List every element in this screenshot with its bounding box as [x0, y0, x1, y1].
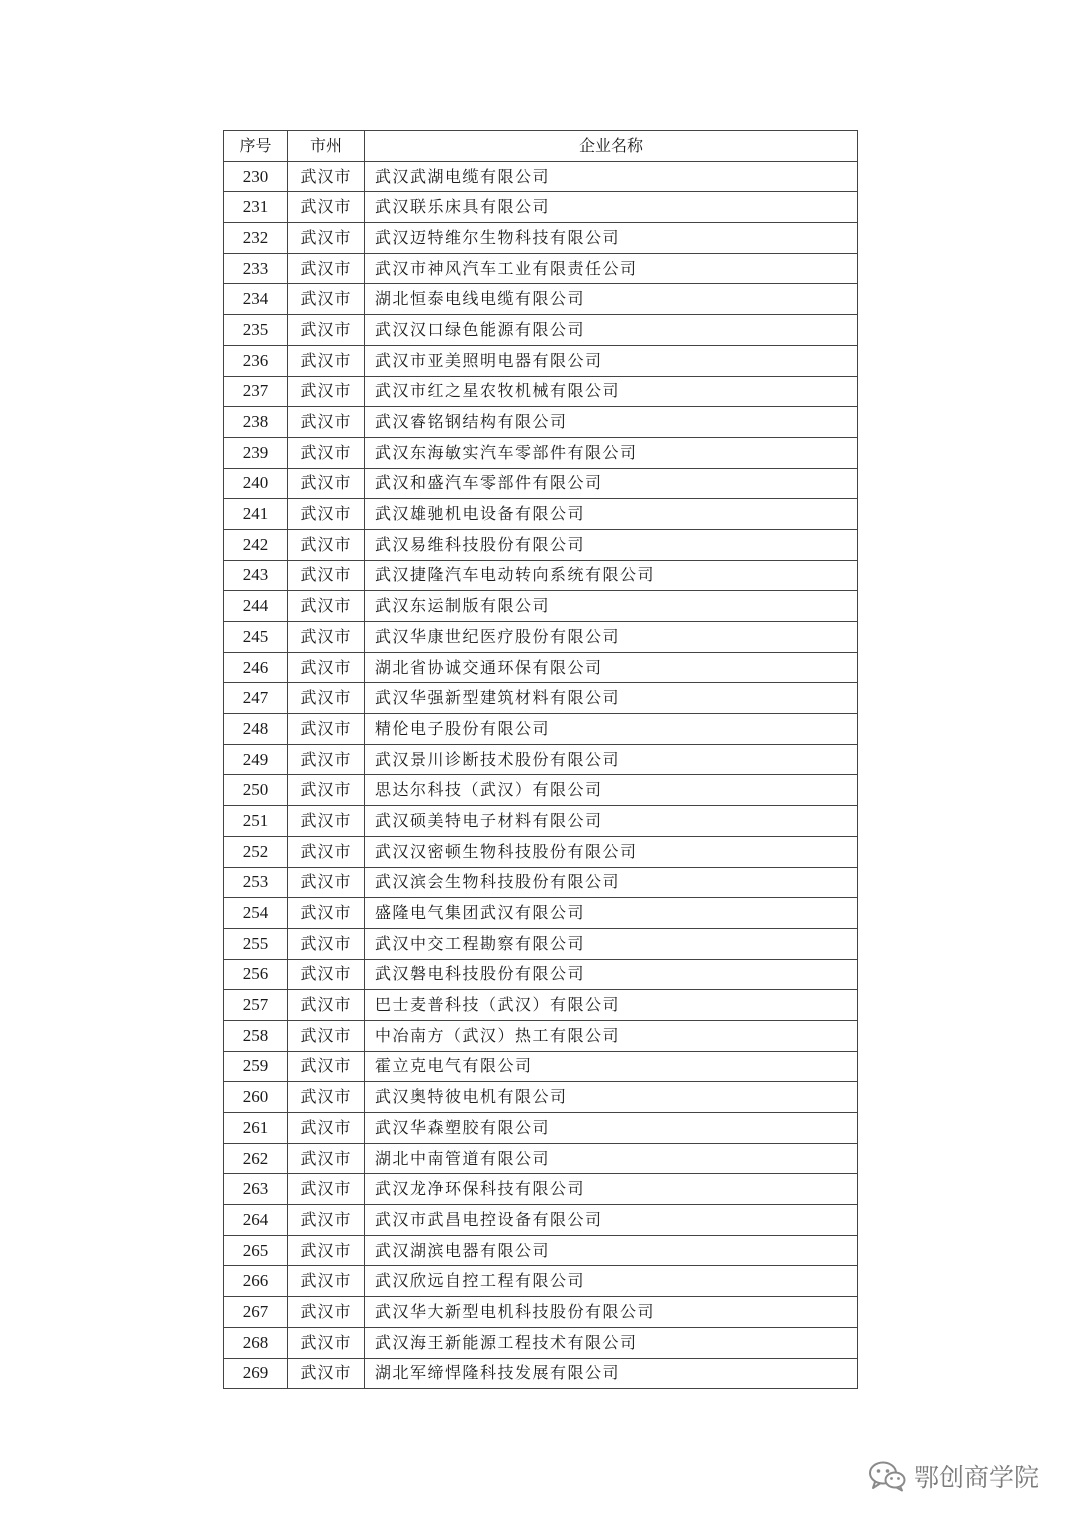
cell-name: 武汉迈特维尔生物科技有限公司: [365, 223, 858, 254]
table-row: [224, 775, 858, 806]
table-row: [224, 1358, 858, 1389]
cell-city: 武汉市: [288, 529, 365, 560]
cell-city: 武汉市: [288, 345, 365, 376]
cell-city: 武汉市: [288, 1113, 365, 1144]
cell-name: 武汉市神风汽车工业有限责任公司: [365, 253, 858, 284]
cell-seq: 231: [224, 192, 288, 223]
cell-city: 武汉市: [288, 1051, 365, 1082]
table-row: [224, 315, 858, 346]
cell-city: 武汉市: [288, 928, 365, 959]
table-row: [224, 928, 858, 959]
cell-name: 武汉捷隆汽车电动转向系统有限公司: [365, 560, 858, 591]
cell-name: 精伦电子股份有限公司: [365, 714, 858, 745]
cell-seq: 263: [224, 1174, 288, 1205]
cell-seq: 233: [224, 253, 288, 284]
header-name: 企业名称: [365, 131, 858, 162]
cell-seq: 232: [224, 223, 288, 254]
table-row: [224, 959, 858, 990]
cell-city: 武汉市: [288, 1174, 365, 1205]
table-row: [224, 1082, 858, 1113]
cell-name: 武汉东运制版有限公司: [365, 591, 858, 622]
cell-name: 思达尔科技（武汉）有限公司: [365, 775, 858, 806]
cell-city: 武汉市: [288, 1358, 365, 1389]
cell-name: 湖北省协诚交通环保有限公司: [365, 652, 858, 683]
table-row: [224, 529, 858, 560]
cell-name: 武汉龙净环保科技有限公司: [365, 1174, 858, 1205]
header-seq: 序号: [224, 131, 288, 162]
table-row: [224, 1205, 858, 1236]
cell-seq: 257: [224, 990, 288, 1021]
cell-seq: 242: [224, 529, 288, 560]
cell-seq: 241: [224, 499, 288, 530]
cell-name: 武汉睿铭钢结构有限公司: [365, 407, 858, 438]
table-row: [224, 1327, 858, 1358]
cell-city: 武汉市: [288, 1082, 365, 1113]
cell-seq: 245: [224, 622, 288, 653]
cell-name: 武汉联乐床具有限公司: [365, 192, 858, 223]
cell-name: 武汉市武昌电控设备有限公司: [365, 1205, 858, 1236]
table-row: [224, 192, 858, 223]
cell-city: 武汉市: [288, 437, 365, 468]
table-row: [224, 1143, 858, 1174]
table-row: [224, 468, 858, 499]
table-row: [224, 806, 858, 837]
cell-city: 武汉市: [288, 223, 365, 254]
cell-city: 武汉市: [288, 898, 365, 929]
cell-name: 武汉奥特彼电机有限公司: [365, 1082, 858, 1113]
cell-city: 武汉市: [288, 192, 365, 223]
cell-seq: 252: [224, 836, 288, 867]
watermark: [868, 1456, 1039, 1496]
cell-name: 武汉硕美特电子材料有限公司: [365, 806, 858, 837]
cell-seq: 230: [224, 161, 288, 192]
header-row: [224, 131, 858, 162]
table-row: [224, 622, 858, 653]
cell-name: 武汉湖滨电器有限公司: [365, 1235, 858, 1266]
table-row: [224, 407, 858, 438]
cell-city: 武汉市: [288, 591, 365, 622]
table-row: [224, 683, 858, 714]
table-header: [224, 131, 858, 162]
cell-name: 湖北军缔悍隆科技发展有限公司: [365, 1358, 858, 1389]
cell-name: 武汉欣远自控工程有限公司: [365, 1266, 858, 1297]
cell-city: 武汉市: [288, 714, 365, 745]
cell-city: 武汉市: [288, 652, 365, 683]
cell-city: 武汉市: [288, 499, 365, 530]
cell-name: 武汉汉密顿生物科技股份有限公司: [365, 836, 858, 867]
cell-name: 武汉滨会生物科技股份有限公司: [365, 867, 858, 898]
cell-city: 武汉市: [288, 1266, 365, 1297]
table-row: [224, 990, 858, 1021]
table-body: [224, 161, 858, 1389]
table-row: [224, 437, 858, 468]
table-row: [224, 1113, 858, 1144]
cell-seq: 246: [224, 652, 288, 683]
cell-seq: 247: [224, 683, 288, 714]
cell-name: 武汉海王新能源工程技术有限公司: [365, 1327, 858, 1358]
table-row: [224, 345, 858, 376]
cell-seq: 244: [224, 591, 288, 622]
table-row: [224, 376, 858, 407]
cell-seq: 234: [224, 284, 288, 315]
table-row: [224, 1020, 858, 1051]
table-row: [224, 744, 858, 775]
cell-city: 武汉市: [288, 284, 365, 315]
cell-city: 武汉市: [288, 1143, 365, 1174]
table-row: [224, 867, 858, 898]
header-city: 市州: [288, 131, 365, 162]
cell-seq: 262: [224, 1143, 288, 1174]
cell-city: 武汉市: [288, 1020, 365, 1051]
cell-seq: 260: [224, 1082, 288, 1113]
wechat-icon: [868, 1460, 906, 1492]
cell-name: 盛隆电气集团武汉有限公司: [365, 898, 858, 929]
table-row: [224, 161, 858, 192]
table-row: [224, 591, 858, 622]
cell-seq: 239: [224, 437, 288, 468]
cell-city: 武汉市: [288, 161, 365, 192]
enterprise-table: [223, 130, 858, 1389]
cell-name: 武汉华大新型电机科技股份有限公司: [365, 1297, 858, 1328]
cell-name: 武汉和盛汽车零部件有限公司: [365, 468, 858, 499]
cell-city: 武汉市: [288, 990, 365, 1021]
cell-seq: 237: [224, 376, 288, 407]
table-row: [224, 253, 858, 284]
cell-city: 武汉市: [288, 867, 365, 898]
watermark-text: 鄂创商学院: [914, 1463, 1040, 1492]
cell-name: 武汉东海敏实汽车零部件有限公司: [365, 437, 858, 468]
cell-seq: 261: [224, 1113, 288, 1144]
cell-city: 武汉市: [288, 622, 365, 653]
cell-name: 武汉市亚美照明电器有限公司: [365, 345, 858, 376]
cell-seq: 250: [224, 775, 288, 806]
table-row: [224, 898, 858, 929]
cell-city: 武汉市: [288, 806, 365, 837]
cell-city: 武汉市: [288, 836, 365, 867]
cell-name: 武汉中交工程勘察有限公司: [365, 928, 858, 959]
cell-city: 武汉市: [288, 376, 365, 407]
cell-city: 武汉市: [288, 1297, 365, 1328]
cell-city: 武汉市: [288, 1327, 365, 1358]
cell-seq: 254: [224, 898, 288, 929]
cell-seq: 259: [224, 1051, 288, 1082]
cell-name: 武汉市红之星农牧机械有限公司: [365, 376, 858, 407]
cell-name: 湖北中南管道有限公司: [365, 1143, 858, 1174]
table-row: [224, 499, 858, 530]
cell-seq: 267: [224, 1297, 288, 1328]
cell-name: 武汉华康世纪医疗股份有限公司: [365, 622, 858, 653]
table-row: [224, 560, 858, 591]
cell-city: 武汉市: [288, 253, 365, 284]
cell-seq: 264: [224, 1205, 288, 1236]
table-row: [224, 1051, 858, 1082]
table-row: [224, 714, 858, 745]
cell-seq: 240: [224, 468, 288, 499]
cell-city: 武汉市: [288, 560, 365, 591]
cell-city: 武汉市: [288, 775, 365, 806]
cell-name: 武汉武湖电缆有限公司: [365, 161, 858, 192]
cell-city: 武汉市: [288, 1235, 365, 1266]
cell-name: 中冶南方（武汉）热工有限公司: [365, 1020, 858, 1051]
table-row: [224, 223, 858, 254]
table-row: [224, 1266, 858, 1297]
cell-seq: 256: [224, 959, 288, 990]
cell-name: 湖北恒泰电线电缆有限公司: [365, 284, 858, 315]
table-row: [224, 284, 858, 315]
table-row: [224, 1297, 858, 1328]
cell-seq: 255: [224, 928, 288, 959]
cell-seq: 249: [224, 744, 288, 775]
table-row: [224, 1235, 858, 1266]
cell-name: 武汉华强新型建筑材料有限公司: [365, 683, 858, 714]
cell-name: 武汉易维科技股份有限公司: [365, 529, 858, 560]
cell-name: 巴士麦普科技（武汉）有限公司: [365, 990, 858, 1021]
cell-name: 武汉景川诊断技术股份有限公司: [365, 744, 858, 775]
cell-seq: 265: [224, 1235, 288, 1266]
cell-city: 武汉市: [288, 468, 365, 499]
cell-city: 武汉市: [288, 1205, 365, 1236]
cell-seq: 236: [224, 345, 288, 376]
cell-city: 武汉市: [288, 959, 365, 990]
cell-seq: 251: [224, 806, 288, 837]
cell-seq: 266: [224, 1266, 288, 1297]
cell-name: 武汉华森塑胶有限公司: [365, 1113, 858, 1144]
cell-seq: 268: [224, 1327, 288, 1358]
cell-seq: 253: [224, 867, 288, 898]
cell-city: 武汉市: [288, 407, 365, 438]
cell-name: 武汉雄驰机电设备有限公司: [365, 499, 858, 530]
table-row: [224, 836, 858, 867]
cell-seq: 235: [224, 315, 288, 346]
cell-city: 武汉市: [288, 315, 365, 346]
cell-name: 霍立克电气有限公司: [365, 1051, 858, 1082]
cell-city: 武汉市: [288, 744, 365, 775]
cell-name: 武汉磐电科技股份有限公司: [365, 959, 858, 990]
cell-city: 武汉市: [288, 683, 365, 714]
cell-seq: 258: [224, 1020, 288, 1051]
cell-name: 武汉汉口绿色能源有限公司: [365, 315, 858, 346]
cell-seq: 248: [224, 714, 288, 745]
cell-seq: 269: [224, 1358, 288, 1389]
table-row: [224, 1174, 858, 1205]
cell-seq: 243: [224, 560, 288, 591]
cell-seq: 238: [224, 407, 288, 438]
table-row: [224, 652, 858, 683]
